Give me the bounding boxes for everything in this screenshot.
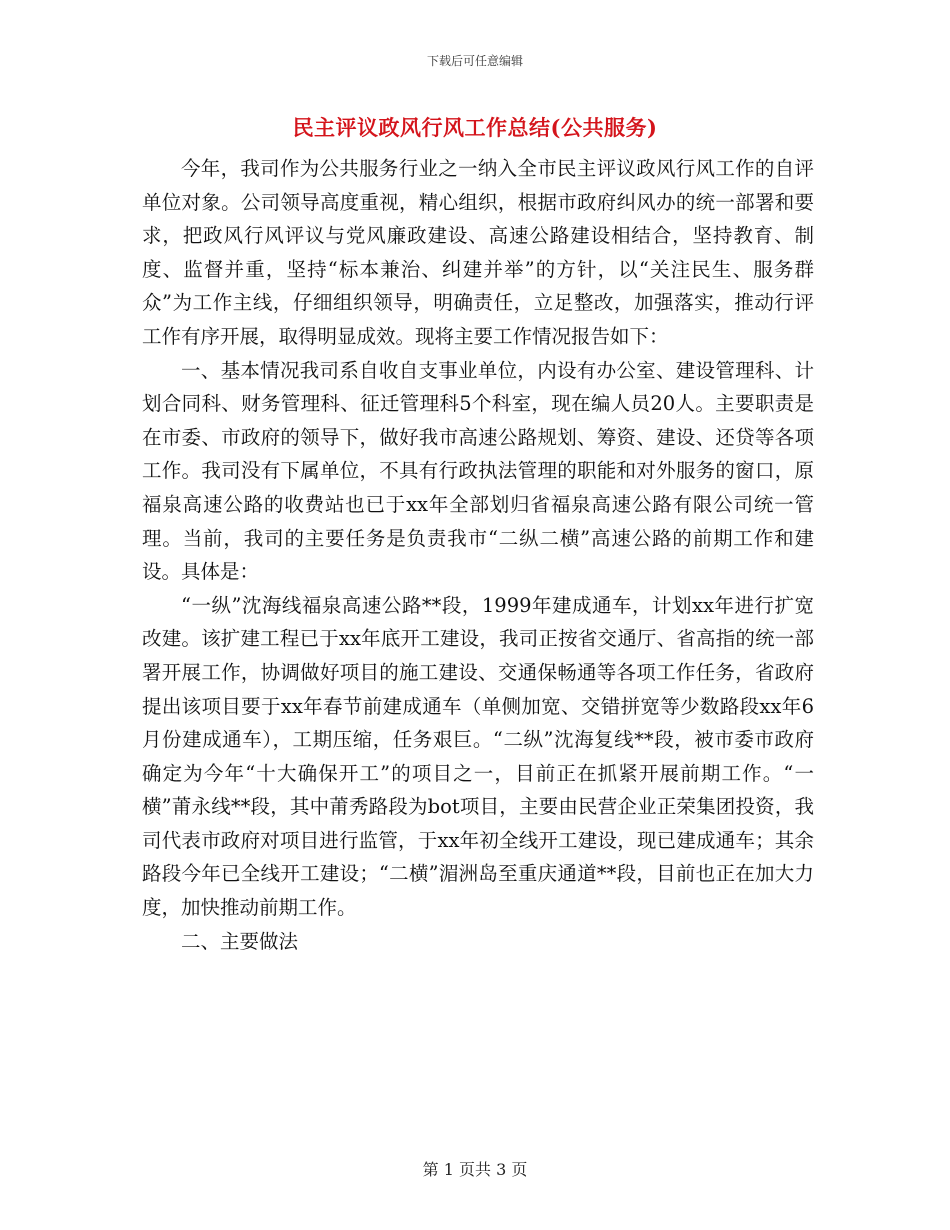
section-heading-main-practices: 二、主要做法 xyxy=(181,929,299,953)
paragraph-projects: “一纵”沈海线福泉高速公路**段，1999年建成通车，计划xx年进行扩宽改建。该扩建工程已于xx年底开工建设，我司正按省交通厅、省高指的统一部署开展工作，协调做好项目的施工建设、交通保畅通等各项工作任务，省政府提出该项目要于xx年春节前建成通车（单侧加宽、交错拼宽等少数路段xx年6月份建成通车），工期压缩，任务艰巨。“二纵”沈海复线**段，被市委市政府确定为今年“十大确保开工”的项目之一，目前正在抓紧开展前期工作。“一横”莆永线**段，其中莆秀路段为bot项目，主要由民营企业正荣集团投资，我司代表市政府对项目进行监管，于xx年初全线开工建设，现已建成通车；其余路段今年已全线开工建设；“二横”湄洲岛至重庆通道**段，目前也正在加大力度，加快推动前期工作。 xyxy=(142,593,814,920)
paragraph-basic-situation: 一、基本情况我司系自收自支事业单位，内设有办公室、建设管理科、计划合同科、财务管理科、征迁管理科5个科室，现在编人员20人。主要职责是在市委、市政府的领导下，做好我市高速公路规划、筹资、建设、还贷等各项工作。我司没有下属单位，不具有行政执法管理的职能和对外服务的窗口，原福泉高速公路的收费站也已于xx年全部划归省福泉高速公路有限公司统一管理。当前，我司的主要任务是负责我市“二纵二横”高速公路的前期工作和建设。具体是： xyxy=(142,358,814,584)
page-footer: 第 1 页共 3 页 xyxy=(422,1160,528,1179)
header-note: 下载后可任意编辑 xyxy=(426,54,523,68)
document-title: 民主评议政风行风工作总结(公共服务) xyxy=(292,115,658,140)
document-body xyxy=(142,152,814,958)
paragraph-intro: 今年，我司作为公共服务行业之一纳入全市民主评议政风行风工作的自评单位对象。公司领导高度重视，精心组织，根据市政府纠风办的统一部署和要求，把政风行风评议与党风廉政建设、高速公路建设相结合，坚持教育、制度、监督并重，坚持“标本兼治、纠建并举”的方针，以“关注民生、服务群众”为工作主线，仔细组织领导，明确责任，立足整改，加强落实，推动行评工作有序开展，取得明显成效。现将主要工作情况报告如下： xyxy=(142,157,814,348)
